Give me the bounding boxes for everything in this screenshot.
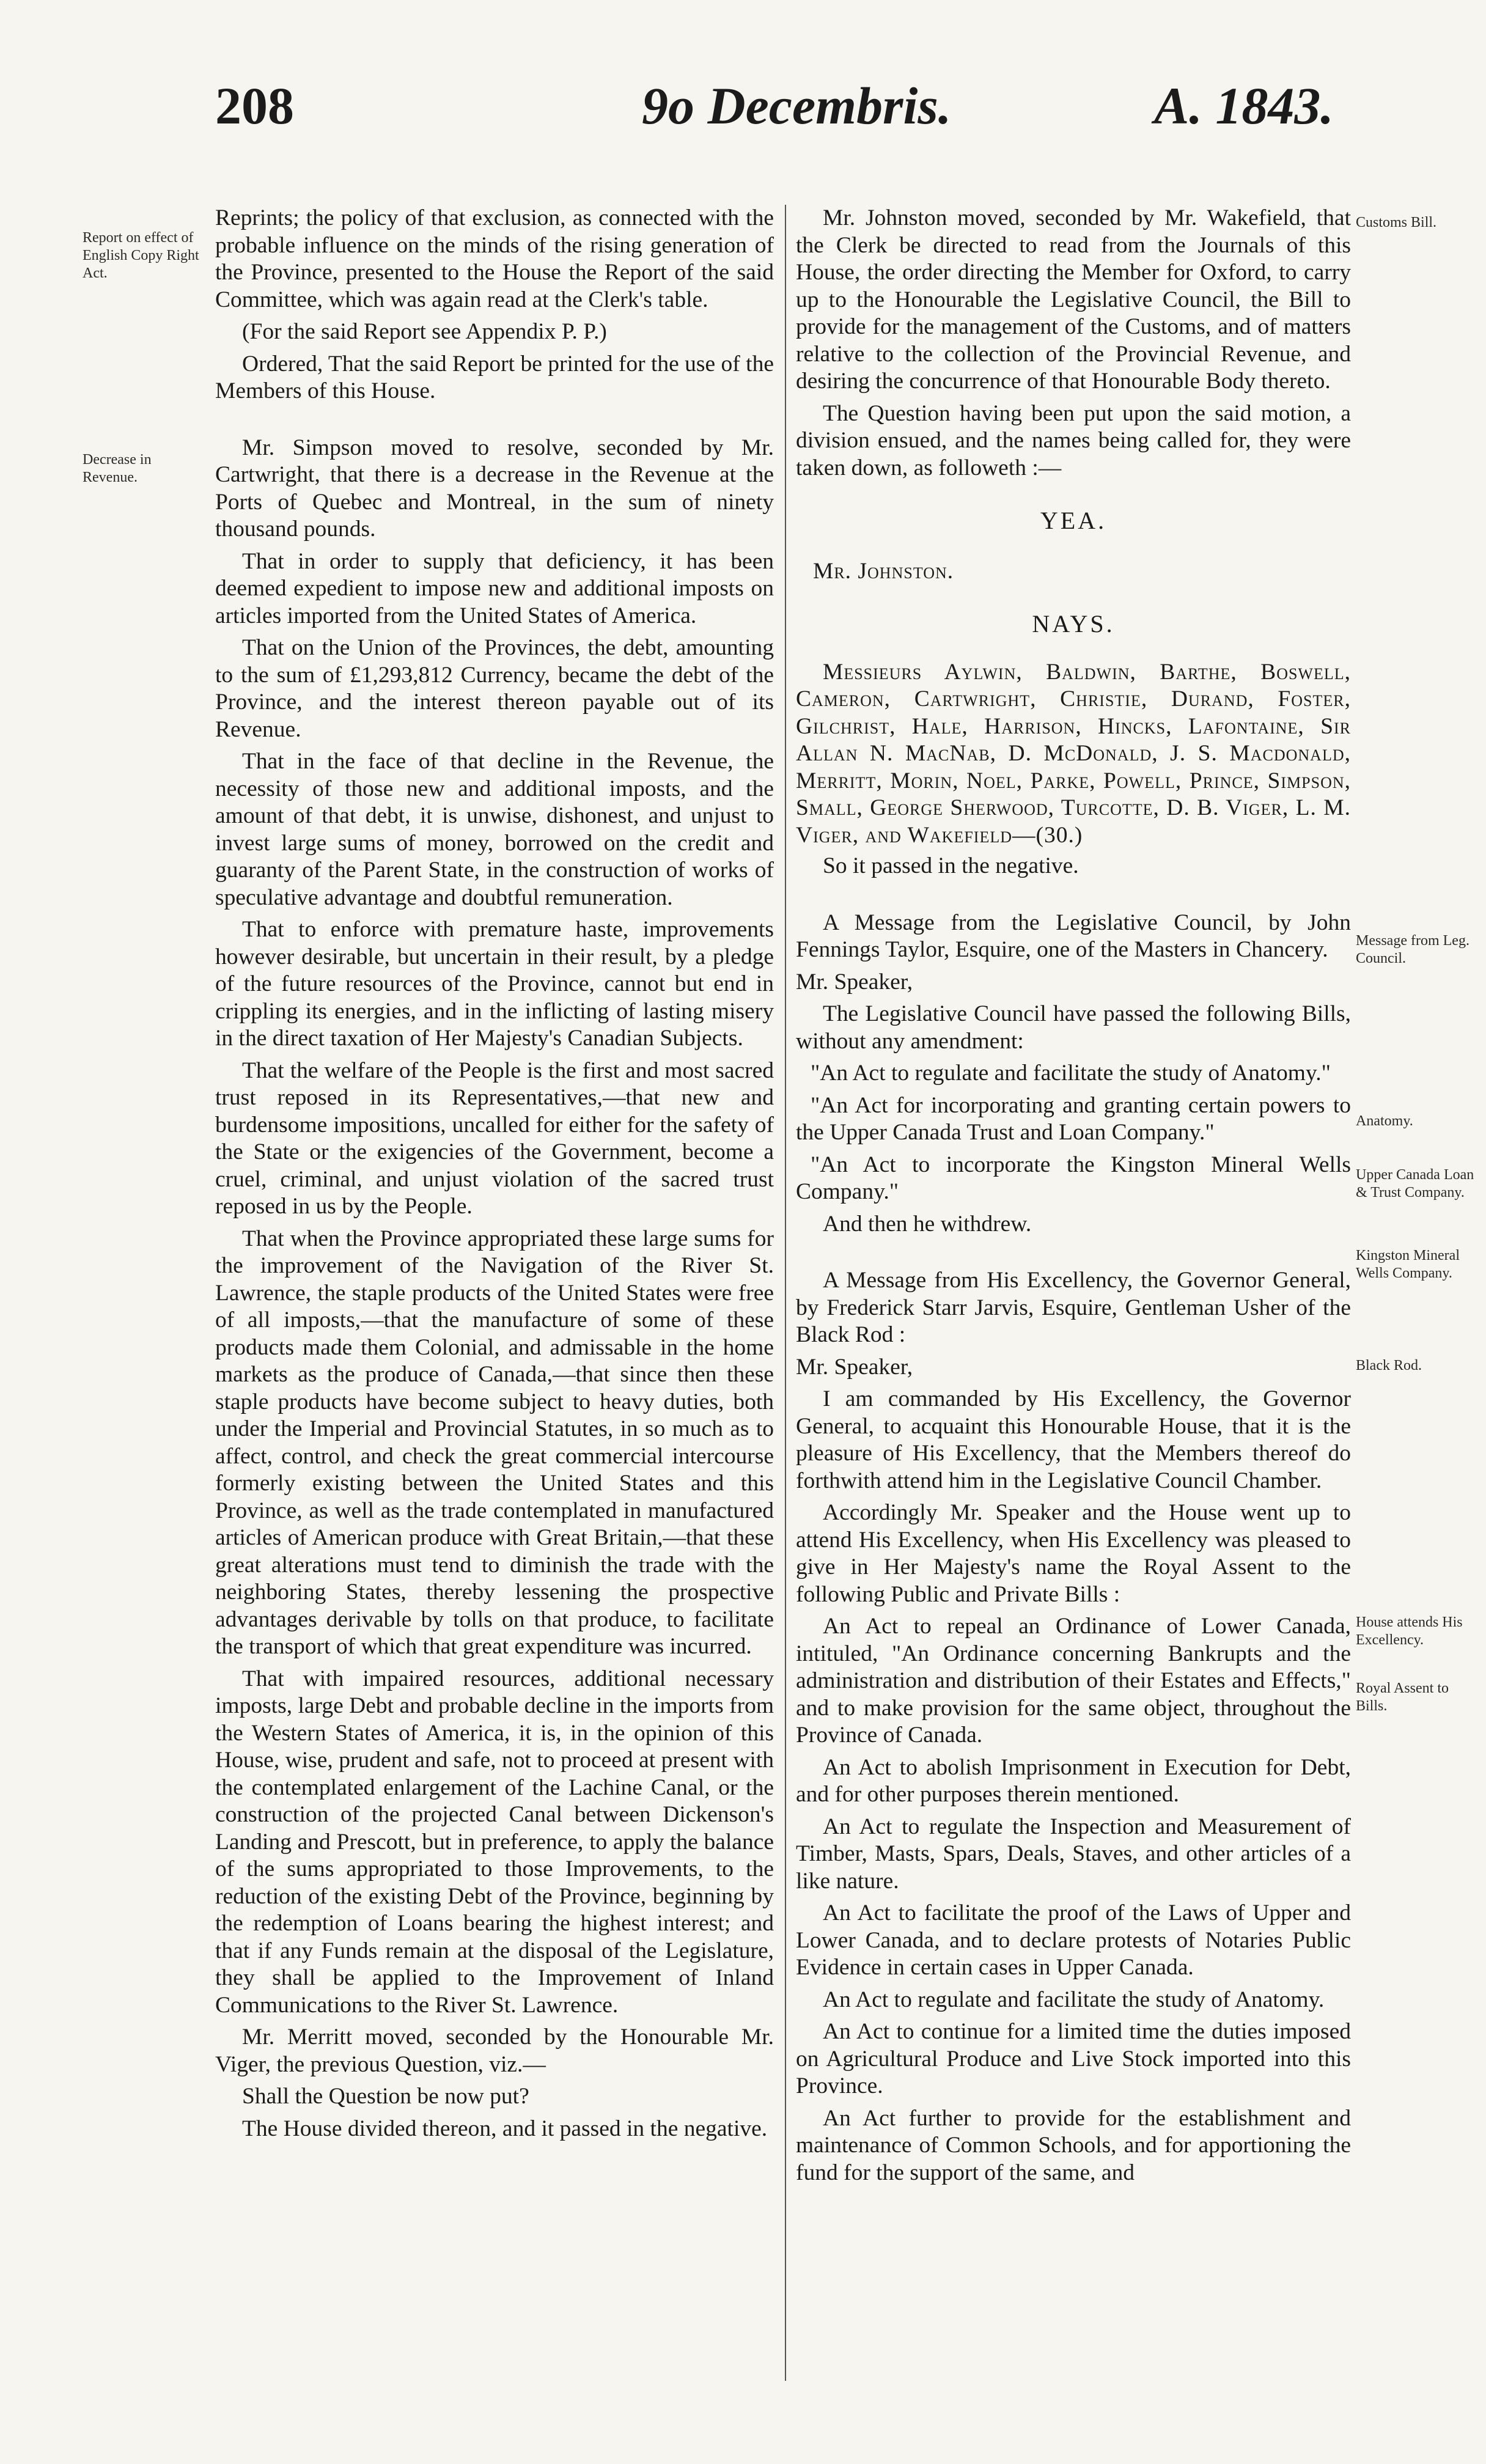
page-number: 208 xyxy=(215,76,294,135)
paragraph: Shall the Question be now put? xyxy=(242,2084,529,2109)
page-year: A. 1843. xyxy=(1154,76,1334,135)
paragraph: Mr. Merritt moved, seconded by the Honourable Mr. Viger, the previous Question, viz.— xyxy=(215,2025,774,2077)
margin-note-anatomy: Anatomy. xyxy=(1356,1113,1413,1129)
paragraph: (For the said Report see Appendix P. P.) xyxy=(242,319,607,344)
paragraph: "An Act for incorporating and granting certain powers to the Upper Canada Trust and Loan Company." xyxy=(796,1092,1351,1145)
paragraph: An Act to repeal an Ordinance of Lower Canada, intituled, "An Ordinance concerning Bankrupts and the administration and distribution of their Estates and Effects," and to make provision for the same object, throughout the Province of Canada. xyxy=(796,1614,1351,1748)
paragraph: Mr. Speaker, xyxy=(796,969,913,995)
margin-note-customs: Customs Bill. xyxy=(1356,215,1437,230)
paragraph: And then he withdrew. xyxy=(823,1211,1032,1237)
margin-note-upper-canada-loan: Upper Canada Loan & Trust Company. xyxy=(1356,1167,1474,1201)
paragraph: That in the face of that decline in the Revenue, the necessity of those new and additional imposts, and the amount of that debt, it is unwise, dishonest, and unjust to invest large sums of money, borrowed on the credit and guaranty of the Parent State, in the construction of works of speculative advantage and doubtful remuneration. xyxy=(215,749,774,910)
paragraph: Ordered, That the said Report be printed for the use of the Members of this House. xyxy=(215,351,774,403)
paragraph: Mr. Simpson moved to resolve, seconded by Mr. Cartwright, that there is a decrease in the Revenue at the Ports of Quebec and Montreal, in the sum of ninety thousand pounds. xyxy=(215,435,774,542)
paragraph: An Act further to provide for the establishment and maintenance of Common Schools, and for apportioning the fund for the support of the same, and xyxy=(796,2105,1351,2185)
paragraph: So it passed in the negative. xyxy=(823,853,1079,878)
paragraph: That when the Province appropriated these large sums for the improvement of the Navigation of the River St. Lawrence, the staple products of the United States were free of all imposts,—that the manufacture of some of these products made them Colonial, and admissable in the home markets as the produce of Canada,—that since then these staple products have become subject to heavy duties, both under the Imperial and Provincial Statutes, in so much as to affect, control, and check the great commercial intercourse formerly existing between the United States and this Province, as well as the trade contemplated in manufactured articles of American produce with Great Britain,—that these great alterations must tend to diminish the trade with the neighboring States, thereby lessening the prospective advantages derivable by tolls on that produce, to facilitate the transport of which that great expenditure was incurred. xyxy=(215,1226,774,1659)
yea-names-text: Mr. Johnston. xyxy=(813,558,954,584)
paragraph: The House divided thereon, and it passed in the negative. xyxy=(242,2116,768,2141)
margin-note-black-rod: Black Rod. xyxy=(1356,1358,1422,1374)
margin-note-copy-right: Report on effect of English Copy Right Act. xyxy=(83,230,199,281)
paragraph: An Act to regulate and facilitate the study of Anatomy. xyxy=(823,1987,1325,2012)
paragraph: An Act to regulate the Inspection and Measurement of Timber, Masts, Spars, Deals, Staves, and other articles of a like nature. xyxy=(796,1814,1351,1894)
paragraph: The Question having been put upon the said motion, a division ensued, and the names being called for, they were taken down, as followeth :— xyxy=(796,400,1351,480)
paragraph: Mr. Johnston moved, seconded by Mr. Wakefield, that the Clerk be directed to read from the Journals of this House, the order directing the Member for Oxford, to carry up to the Honourable the Legislative Council, the Bill to provide for the management of the Customs, and of matters relative to the collection of the Provincial Revenue, and desiring the concurrence of that Honourable Body thereto. xyxy=(796,205,1351,394)
paragraph: That the welfare of the People is the first and most sacred trust reposed in its Representatives,—that new and burdensome impositions, uncalled for either for the safety of the State or the exigencies of the Government, become a cruel, criminal, and unjust violation of the sacred trust reposed in us by the People. xyxy=(215,1057,774,1219)
paragraph: "An Act to incorporate the Kingston Mineral Wells Company." xyxy=(796,1152,1351,1204)
paragraph: That in order to supply that deficiency, it has been deemed expedient to impose new and additional imposts on articles imported from the United States of America. xyxy=(215,548,774,628)
paragraph: Reprints; the policy of that exclusion, as connected with the probable influence on the minds of the rising generation of the Province, presented to the House the Report of the said Committee, which was again read at the Clerk's table. xyxy=(215,205,774,312)
paragraph: A Message from the Legislative Council, by John Fennings Taylor, Esquire, one of the Masters in Chancery. xyxy=(796,910,1351,962)
column-divider xyxy=(785,205,786,2381)
page-date: 9o Decembris. xyxy=(642,76,952,135)
paragraph: That to enforce with premature haste, improvements however desirable, but uncertain in their result, by a pledge of the future resources of the Province, cannot but end in crippling its energies, and in the inflicting of lasting misery in the direct taxation of Her Majesty's Canadian Subjects. xyxy=(215,917,774,1051)
yea-names xyxy=(796,558,1351,586)
margin-note-message-leg: Message from Leg. Council. xyxy=(1356,933,1469,966)
margin-note-kingston: Kingston Mineral Wells Company. xyxy=(1356,1248,1460,1281)
yea-heading: YEA. xyxy=(1040,507,1107,534)
paragraph: I am commanded by His Excellency, the Governor General, to acquaint this Honourable House, that it is the pleasure of His Excellency, that the Members thereof do forthwith attend him in the Legislative Council Chamber. xyxy=(796,1386,1351,1493)
nays-names-text: Messieurs Aylwin, Baldwin, Barthe, Boswell, Cameron, Cartwright, Christie, Durand, Foster, Gilchrist, Hale, Harrison, Hincks, Lafontaine, Sir Allan N. MacNab, D. McDonald, J. S. Macdonald, Merritt, Morin, Noel, Parke, Powell, Prince, Simpson, Small, George Sherwood, Turcotte, D. B. Viger, L. M. Viger, and Wakefield—(30.) xyxy=(796,659,1351,848)
paragraph: Mr. Speaker, xyxy=(796,1354,913,1380)
nays-names xyxy=(796,659,1351,850)
margin-note-revenue: Decrease in Revenue. xyxy=(83,452,152,485)
paragraph: An Act to facilitate the proof of the Laws of Upper and Lower Canada, and to declare protests of Notaries Public Evidence in certain cases in Upper Canada. xyxy=(796,1900,1351,1980)
right-column xyxy=(796,205,1351,2191)
margin-note-house-attends: House attends His Excellency. xyxy=(1356,1614,1463,1648)
paragraph: That on the Union of the Provinces, the debt, amounting to the sum of £1,293,812 Currency, became the debt of the Province, and the interest thereon payable out of its Revenue. xyxy=(215,635,774,742)
nays-heading: NAYS. xyxy=(1032,610,1115,638)
paragraph: Accordingly Mr. Speaker and the House went up to attend His Excellency, when His Excellency was pleased to give in Her Majesty's name the Royal Assent to the following Public and Private Bills : xyxy=(796,1500,1351,1607)
paragraph: "An Act to regulate and facilitate the study of Anatomy." xyxy=(811,1061,1331,1086)
paragraph: That with impaired resources, additional necessary imposts, large Debt and probable decline in the imports from the Western States of America, it is, in the opinion of this House, wise, prudent and safe, not to proceed at present with the contemplated enlargement of the Lachine Canal, or the construction of the projected Canal between Dickenson's Landing and Prescott, but in preference, to apply the balance of the sums appropriated to those Improvements, to the reduction of the existing Debt of the Province, beginning by the redemption of Loans bearing the highest interest; and that if any Funds remain at the disposal of the Legislature, they shall be applied to the Improvement of Inland Communications to the River St. Lawrence. xyxy=(215,1666,774,2018)
left-column xyxy=(215,205,774,2147)
margin-note-royal-assent: Royal Assent to Bills. xyxy=(1356,1680,1449,1714)
paragraph: An Act to abolish Imprisonment in Execution for Debt, and for other purposes therein mentioned. xyxy=(796,1754,1351,1807)
paragraph: The Legislative Council have passed the following Bills, without any amendment: xyxy=(796,1001,1351,1054)
paragraph: A Message from His Excellency, the Governor General, by Frederick Starr Jarvis, Esquire, Gentleman Usher of the Black Rod : xyxy=(796,1268,1351,1347)
paragraph: An Act to continue for a limited time the duties imposed on Agricultural Produce and Live Stock imported into this Province. xyxy=(796,2019,1351,2098)
